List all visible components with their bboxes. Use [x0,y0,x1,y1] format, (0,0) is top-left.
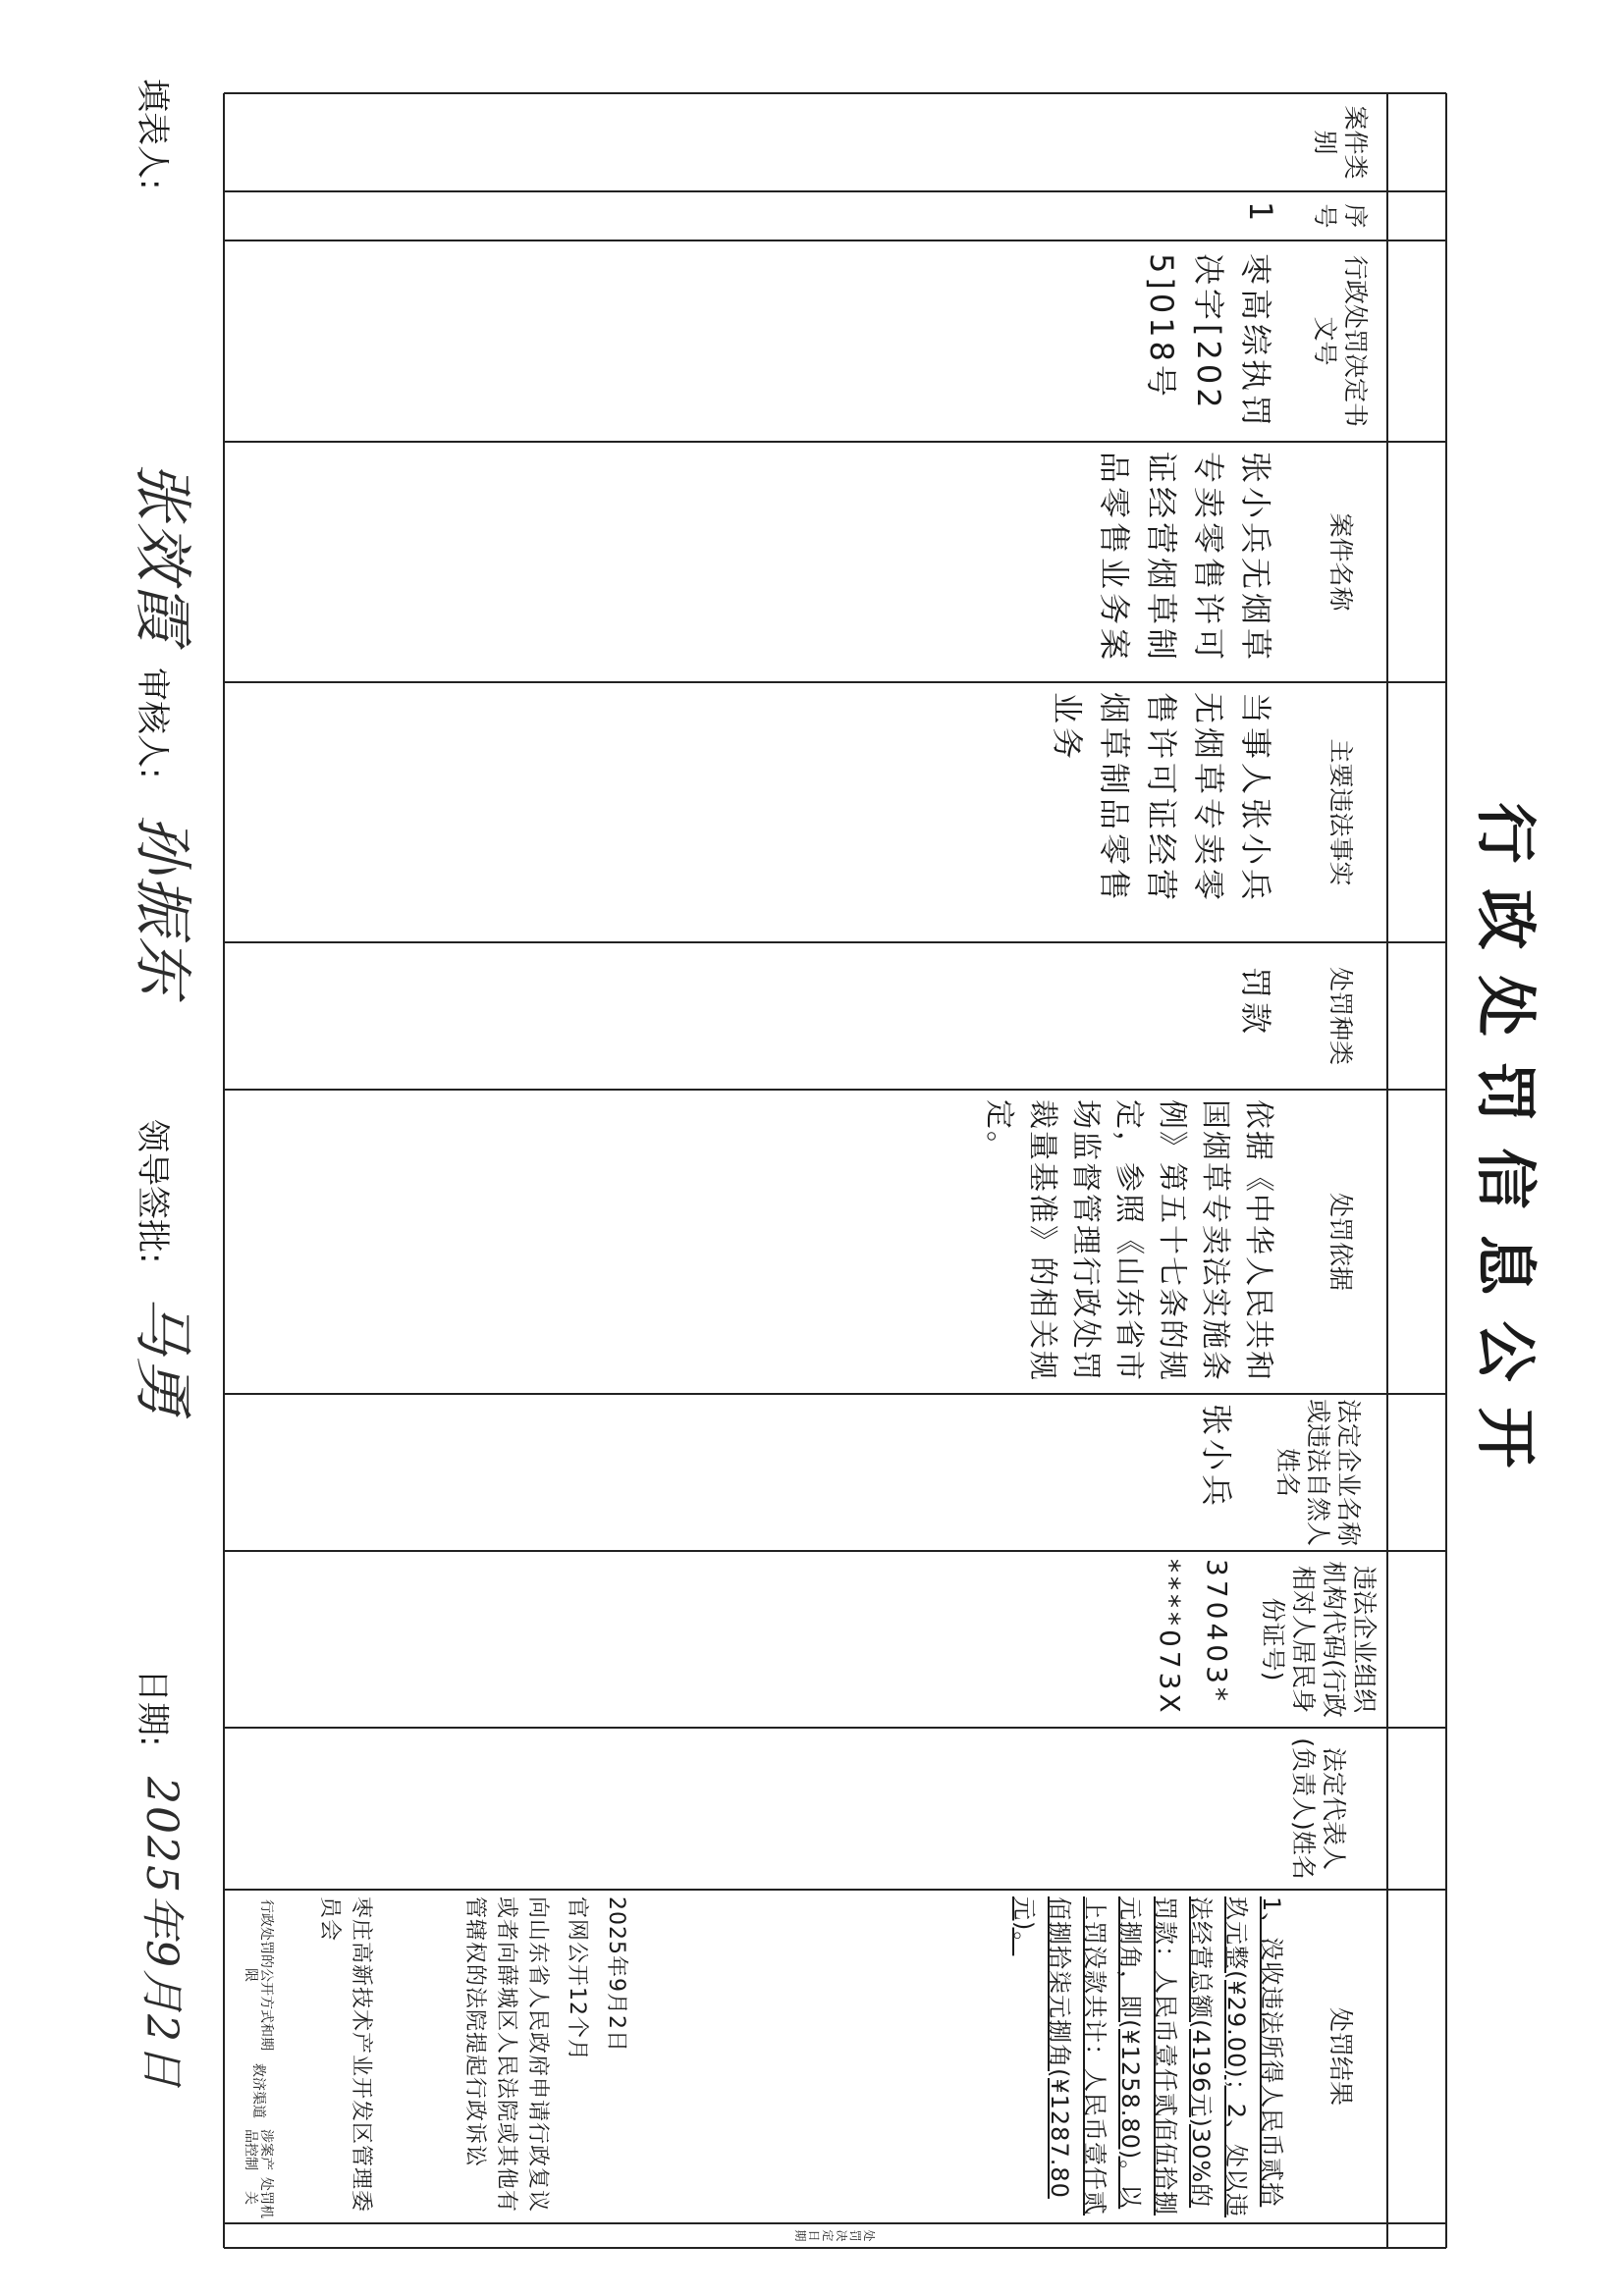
cell-remedy: 向山东省人民政府申请行政复议或者向薛城区人民法院或其他有管辖权的法院提起行政诉讼 [462,1896,550,2214]
header-id-code: 违法企业组织机构代码(行政相对人居民身份证号) [1259,1561,1379,1718]
cell-basis: 依据《中华人民共和国烟草专卖法实施条例》第五十七条的规定，参照《山东省市场监督管理行政处罚裁量基准》的相关规定。 [982,1099,1275,1382]
date-label: 日期: [133,1669,172,1747]
header-decision-date: 处罚决定日期 [793,2229,877,2242]
reviewer-signature: 孙振东 [128,815,196,997]
header-decision-no: 行政处罚决定书文号 [1311,254,1371,427]
approver-label: 领导签批: [133,1119,172,1264]
header-legal-rep: 法定代表人(负责人)姓名 [1289,1737,1348,1880]
cell-facts: 当事人张小兵无烟草专卖零售许可证经营烟草制品零售业务 [1049,692,1274,905]
header-party-name: 法定企业名称或违法自然人姓名 [1273,1398,1364,1546]
cell-publicity: 官网公开12个月 [565,1896,589,2061]
filler-signature: 张效霞 [128,461,196,644]
header-publicity: 行政处罚的公开方式和期限 [243,1899,274,2051]
approver-signature: 马勇 [128,1296,196,1417]
cell-party-name: 张小兵 [1198,1404,1235,1511]
header-facts: 主要违法事实 [1326,738,1355,886]
header-category: 案件类别 [1311,105,1371,180]
cell-result: 1、没收违法所得人民币贰拾玖元整(¥29.00)；2、处以违法经营总额(4196元)30%的罚款：人民币壹仟贰佰伍拾捌元捌角，即(¥1258.80)。以上罚没款共计：人民币壹仟贰佰捌拾柒元捌角(¥1287.80元)。 [1010,1896,1285,2217]
header-authority: 处罚机关 [243,2177,274,2218]
header-result: 处罚结果 [1326,2006,1355,2106]
header-remedy: 救济渠道 [250,2063,266,2118]
cell-authority: 枣庄高新技术产业开发区管理委员会 [317,1896,373,2214]
cell-decision-date: 2025年9月2日 [604,1896,628,2053]
header-products: 涉案产品控制 [243,2129,274,2170]
cell-decision-no: 枣高综执罚决字[2025]018号 [1143,253,1274,431]
date-value: 2025年9月2日 [136,1777,187,2089]
header-case-name: 案件名称 [1326,512,1355,612]
header-basis: 处罚依据 [1326,1192,1355,1291]
cell-penalty-type: 罚款 [1237,967,1274,1039]
cell-serial: 1 [1242,201,1279,226]
cell-id-code: 370403*****073X [1154,1559,1233,1717]
document-title: 行政处罚信息公开 [1470,802,1542,1494]
filler-label: 填表人: [133,79,172,190]
cell-case-name: 张小兵无烟草专卖零售许可证经营烟草制品零售业务案 [1096,452,1274,665]
header-penalty-type: 处罚种类 [1326,966,1355,1065]
reviewer-label: 审核人: [133,667,172,779]
header-serial: 序号 [1311,203,1371,229]
